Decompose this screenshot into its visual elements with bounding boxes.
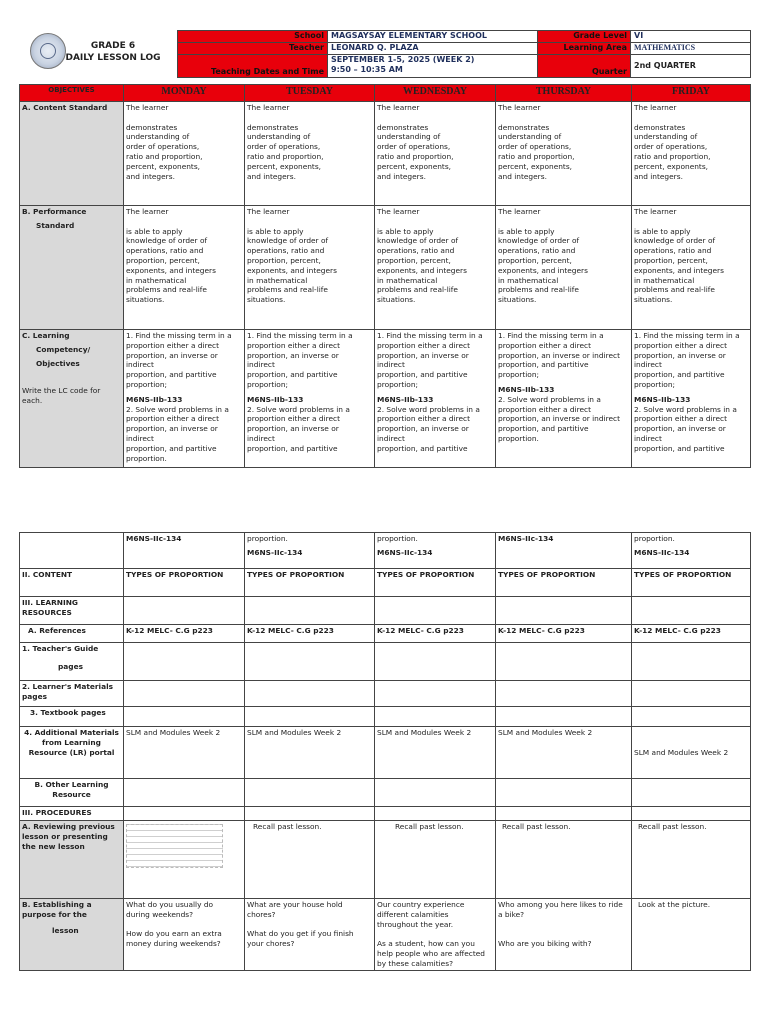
continued-thursday: M6NS-IIc-134: [496, 533, 632, 569]
purpose-thursday: Who among you here likes to ride a bike? Who are you biking with?: [496, 899, 632, 971]
quarter-label: Quarter: [538, 55, 631, 78]
additional-materials-thursday: SLM and Modules Week 2: [496, 727, 632, 779]
learning-area-label: Learning Area: [538, 43, 631, 55]
purpose-row: [20, 899, 751, 971]
learning-area-value: MATHEMATICS: [631, 43, 751, 55]
textbook-label: 3. Textbook pages: [20, 707, 124, 727]
learners-materials-label: 2. Learner's Materials pages: [20, 681, 124, 707]
content-thursday: TYPES OF PROPORTION: [496, 569, 632, 597]
references-label: A. References: [20, 625, 124, 643]
day-tuesday: TUESDAY: [245, 85, 375, 102]
competency-row: [20, 330, 751, 468]
content-friday: TYPES OF PROPORTION: [632, 569, 751, 597]
learners-materials-row: [20, 681, 751, 707]
purpose-monday: What do you usually do during weekends? How do you earn an extra money during weekends?: [124, 899, 245, 971]
grade-level-value: VI: [631, 31, 751, 43]
reviewing-label: A. Reviewing previous lesson or presenting the new lesson: [20, 821, 124, 899]
additional-materials-wednesday: SLM and Modules Week 2: [375, 727, 496, 779]
references-tuesday: K-12 MELC- C.G p223: [245, 625, 375, 643]
content-label: II. CONTENT: [20, 569, 124, 597]
performance-standard-tuesday: The learner is able to apply knowledge of order of operations, ratio and proportion, percent, exponents, and integers in mathematical problems and real-life situations.: [245, 206, 375, 330]
continued-monday: M6NS-IIc-134: [124, 533, 245, 569]
header-row-school: [178, 31, 751, 43]
purpose-wednesday: Our country experience different calamities throughout the year. As a student, how can you help people who are affected by these calamities?: [375, 899, 496, 971]
teachers-guide-row: [20, 643, 751, 681]
content-standard-row: [20, 102, 751, 206]
content-standard-thursday: The learner demonstrates understanding of order of operations, ratio and proportion, percent, exponents, and integers.: [496, 102, 632, 206]
grade-title: GRADE 6: [90, 41, 136, 51]
purpose-label: B. Establishing a purpose for the lesson: [20, 899, 124, 971]
lesson-log-table-2: [19, 532, 751, 971]
content-monday: TYPES OF PROPORTION: [124, 569, 245, 597]
competency-label: C. Learning Competency/ Objectives Write the LC code for each.: [20, 330, 124, 468]
quarter-value: 2nd QUARTER: [631, 55, 751, 78]
continued-tuesday: proportion. M6NS-IIc-134: [245, 533, 375, 569]
log-subtitle: DAILY LESSON LOG: [65, 53, 161, 63]
content-standard-label: A. Content Standard: [20, 102, 124, 206]
continued-wednesday: proportion. M6NS-IIc-134: [375, 533, 496, 569]
reviewing-friday: Recall past lesson.: [632, 821, 751, 899]
performance-standard-wednesday: The learner is able to apply knowledge of order of operations, ratio and proportion, percent, exponents, and integers in mathematical problems and real-life situations.: [375, 206, 496, 330]
references-wednesday: K-12 MELC- C.G p223: [375, 625, 496, 643]
additional-materials-monday: SLM and Modules Week 2: [124, 727, 245, 779]
performance-standard-friday: The learner is able to apply knowledge of order of operations, ratio and proportion, percent, exponents, and integers in mathematical problems and real-life situations.: [632, 206, 751, 330]
dates-value: SEPTEMBER 1-5, 2025 (WEEK 2) 9:50 – 10:35 AM: [328, 55, 538, 78]
day-monday: MONDAY: [124, 85, 245, 102]
days-header-row: [20, 85, 751, 102]
school-value: MAGSAYSAY ELEMENTARY SCHOOL: [328, 31, 538, 43]
school-label: School: [178, 31, 328, 43]
competency-thursday: 1. Find the missing term in a proportion either a direct proportion, an inverse or indirect proportion, and partitive proportion; M6NS-IIb-133 2. Solve word problems in a proportion either a direct proportion, an inverse or indirect proportion, and partitive proportion.: [496, 330, 632, 468]
content-row: [20, 569, 751, 597]
references-friday: K-12 MELC- C.G p223: [632, 625, 751, 643]
learning-resources-row: [20, 597, 751, 625]
references-thursday: K-12 MELC- C.G p223: [496, 625, 632, 643]
day-friday: FRIDAY: [632, 85, 751, 102]
references-row: [20, 625, 751, 643]
performance-standard-label: B. Performance Standard: [20, 206, 124, 330]
continued-label-cell: [20, 533, 124, 569]
header-row-teacher: [178, 43, 751, 55]
performance-standard-thursday: The learner is able to apply knowledge of order of operations, ratio and proportion, percent, exponents, and integers in mathematical problems and real-life situations.: [496, 206, 632, 330]
other-resources-label: B. Other Learning Resource: [20, 779, 124, 807]
teachers-guide-label: 1. Teacher's Guide pages: [20, 643, 124, 681]
performance-standard-row: [20, 206, 751, 330]
lc-code-note: Write the LC code for each.: [22, 386, 101, 406]
other-resources-row: [20, 779, 751, 807]
content-standard-friday: The learner demonstrates understanding of order of operations, ratio and proportion, percent, exponents, and integers.: [632, 102, 751, 206]
reviewing-tuesday: Recall past lesson.: [245, 821, 375, 899]
learning-resources-label: III. LEARNING RESOURCES: [20, 597, 124, 625]
teacher-value: LEONARD Q. PLAZA: [328, 43, 538, 55]
purpose-tuesday: What are your house hold chores? What do you get if you finish your chores?: [245, 899, 375, 971]
additional-materials-friday: SLM and Modules Week 2: [632, 727, 751, 779]
references-monday: K-12 MELC- C.G p223: [124, 625, 245, 643]
competency-tuesday: 1. Find the missing term in a proportion either a direct proportion, an inverse or indirect proportion, and partitive proportion; M6NS-IIb-133 2. Solve word problems in a proportion either a direct proportion, an inverse or indirect proportion, and partitive: [245, 330, 375, 468]
purpose-friday: Look at the picture.: [632, 899, 751, 971]
reviewing-wednesday: Recall past lesson.: [375, 821, 496, 899]
competency-friday: 1. Find the missing term in a proportion either a direct proportion, an inverse or indirect proportion, and partitive proportion; M6NS-IIb-133 2. Solve word problems in a proportion either a direct proportion, an inverse or indirect proportion, and partitive: [632, 330, 751, 468]
procedures-label: III. PROCEDURES: [20, 807, 124, 821]
additional-materials-tuesday: SLM and Modules Week 2: [245, 727, 375, 779]
competency-wednesday: 1. Find the missing term in a proportion either a direct proportion, an inverse or indirect proportion, and partitive proportion; M6NS-IIb-133 2. Solve word problems in a proportion either a direct proportion, an inverse or indirect proportion, and partitive: [375, 330, 496, 468]
day-wednesday: WEDNESDAY: [375, 85, 496, 102]
worksheet-thumbnail: [126, 824, 223, 868]
content-standard-wednesday: The learner demonstrates understanding of order of operations, ratio and proportion, percent, exponents, and integers.: [375, 102, 496, 206]
grade-level-label: Grade Level: [538, 31, 631, 43]
reviewing-row: [20, 821, 751, 899]
content-wednesday: TYPES OF PROPORTION: [375, 569, 496, 597]
content-standard-monday: The learner demonstrates understanding of order of operations, ratio and proportion, percent, exponents, and integers.: [124, 102, 245, 206]
performance-standard-monday: The learner is able to apply knowledge of order of operations, ratio and proportion, percent, exponents, and integers in mathematical problems and real-life situations.: [124, 206, 245, 330]
reviewing-thursday: Recall past lesson.: [496, 821, 632, 899]
competency-continued-row: [20, 533, 751, 569]
additional-materials-label: 4. Additional Materials from Learning Resource (LR) portal: [20, 727, 124, 779]
content-tuesday: TYPES OF PROPORTION: [245, 569, 375, 597]
lesson-log-table-1: [19, 84, 751, 468]
continued-friday: proportion. M6NS-IIc-134: [632, 533, 751, 569]
objectives-header: OBJECTIVES: [20, 85, 124, 102]
header-info-table: [177, 30, 751, 78]
log-title: [48, 40, 178, 64]
additional-materials-row: [20, 727, 751, 779]
dates-label: Teaching Dates and Time: [178, 55, 328, 78]
day-thursday: THURSDAY: [496, 85, 632, 102]
procedures-row: [20, 807, 751, 821]
textbook-row: [20, 707, 751, 727]
teacher-label: Teacher: [178, 43, 328, 55]
content-standard-tuesday: The learner demonstrates understanding of order of operations, ratio and proportion, percent, exponents, and integers.: [245, 102, 375, 206]
reviewing-monday: [124, 821, 245, 899]
header-row-dates: [178, 55, 751, 78]
competency-monday: 1. Find the missing term in a proportion either a direct proportion, an inverse or indirect proportion, and partitive proportion; M6NS-IIb-133 2. Solve word problems in a proportion either a direct proportion, an inverse or indirect proportion, and partitive proportion.: [124, 330, 245, 468]
